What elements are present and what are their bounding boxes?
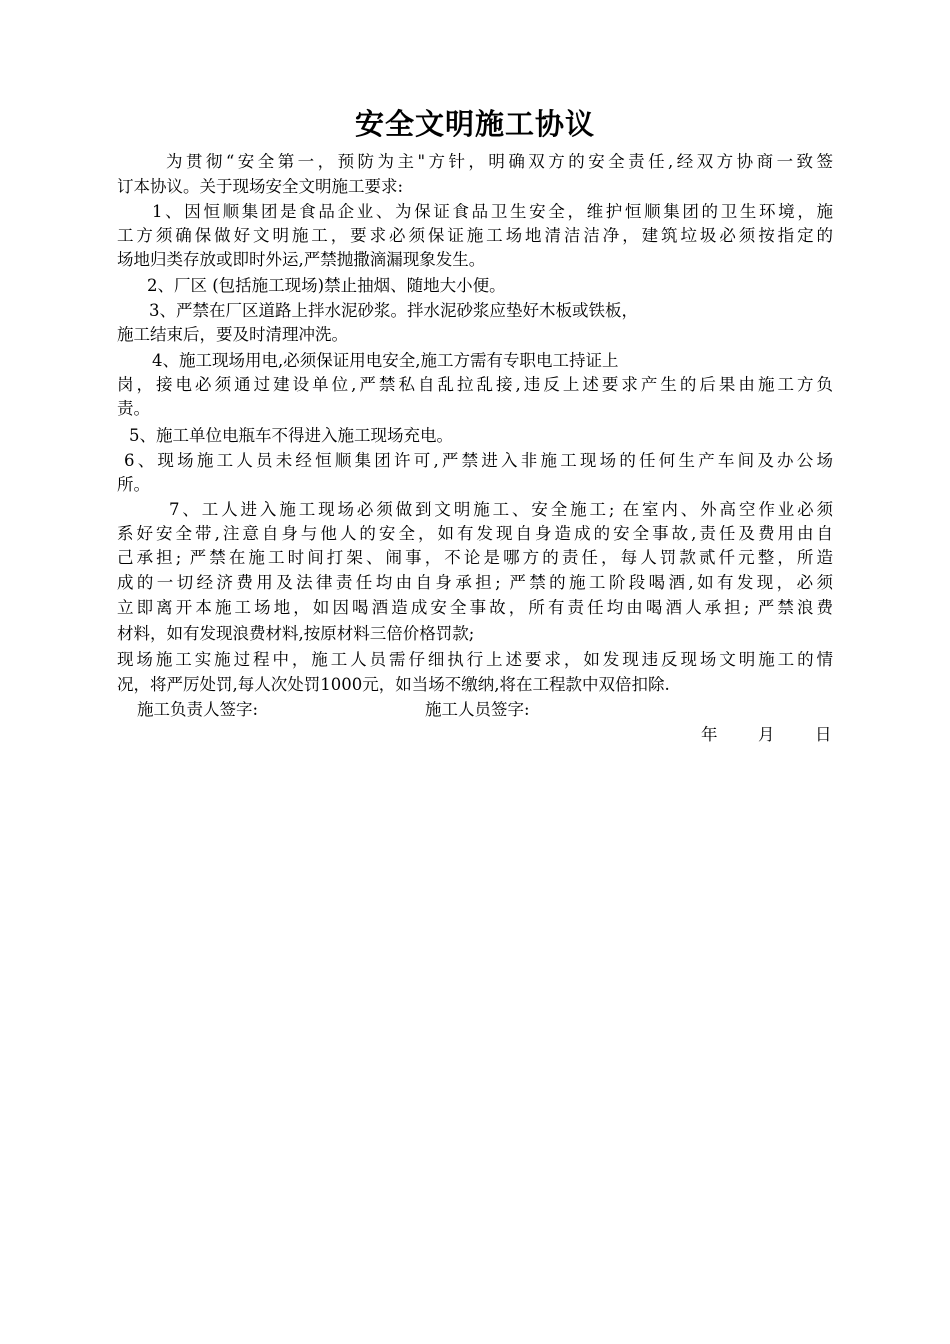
date-day-label: 日 xyxy=(815,725,832,744)
paragraph-line: 6、现场施工人员未经恒顺集团许可,严禁进入非施工现场的任何生产车间及办公场 xyxy=(124,451,833,470)
paragraph-line: 2、厂区 (包括施工现场)禁止抽烟、随地大小便。 xyxy=(147,276,506,295)
paragraph-line: 责。 xyxy=(117,399,150,418)
paragraph-line: 施工结束后，要及时清理冲洗。 xyxy=(117,325,348,344)
date-year-label: 年 xyxy=(701,725,718,744)
paragraph-line: 现场施工实施过程中，施工人员需仔细执行上述要求，如发现违反现场文明施工的情 xyxy=(117,650,833,669)
leader-signature-label: 施工负责人签字: xyxy=(137,700,259,719)
paragraph-line: 系好安全带,注意自身与他人的安全，如有发现自身造成的安全事故,责任及费用由自 xyxy=(117,524,833,543)
paragraph-line: 工方须确保做好文明施工，要求必须保证施工场地清洁洁净，建筑垃圾必须按指定的 xyxy=(117,226,833,245)
paragraph-line: 所。 xyxy=(117,475,150,494)
staff-signature-label: 施工人员签字: xyxy=(425,700,530,719)
paragraph-line: 4、施工现场用电,必须保证用电安全,施工方需有专职电工持证上 xyxy=(152,351,619,370)
paragraph-line: 立即离开本施工场地，如因喝酒造成安全事故，所有责任均由喝酒人承担; 严禁浪费 xyxy=(117,598,833,617)
paragraph-line: 为贯彻“安全第一，预防为主"方针，明确双方的安全责任,经双方协商一致签 xyxy=(166,152,833,171)
paragraph-line: 材料，如有发现浪费材料,按原材料三倍价格罚款; xyxy=(117,624,475,643)
document-title: 安全文明施工协议 xyxy=(354,107,595,141)
paragraph-line: 5、施工单位电瓶车不得进入施工现场充电。 xyxy=(129,426,453,445)
paragraph-line: 1、因恒顺集团是食品企业、为保证食品卫生安全，维护恒顺集团的卫生环境，施 xyxy=(152,202,833,221)
paragraph-line: 场地归类存放或即时外运,严禁抛撒滴漏现象发生。 xyxy=(117,250,486,269)
paragraph-line: 订本协议。关于现场安全文明施工要求: xyxy=(117,177,404,196)
paragraph-line: 3、严禁在厂区道路上拌水泥砂浆。拌水泥砂浆应垫好木板或铁板， xyxy=(149,301,638,320)
paragraph-line: 成的一切经济费用及法律责任均由自身承担; 严禁的施工阶段喝酒,如有发现，必须 xyxy=(117,573,833,592)
paragraph-line: 7、工人进入施工现场必须做到文明施工、安全施工; 在室内、外高空作业必须 xyxy=(169,500,833,519)
date-month-label: 月 xyxy=(758,725,775,744)
paragraph-line: 己承担; 严禁在施工时间打架、闹事，不论是哪方的责任，每人罚款贰仟元整，所造 xyxy=(117,548,833,567)
paragraph-line: 岗，接电必须通过建设单位,严禁私自乱拉乱接,违反上述要求产生的后果由施工方负 xyxy=(117,375,833,394)
paragraph-line: 况，将严厉处罚,每人次处罚1000元，如当场不缴纳,将在工程款中双倍扣除. xyxy=(117,675,670,694)
